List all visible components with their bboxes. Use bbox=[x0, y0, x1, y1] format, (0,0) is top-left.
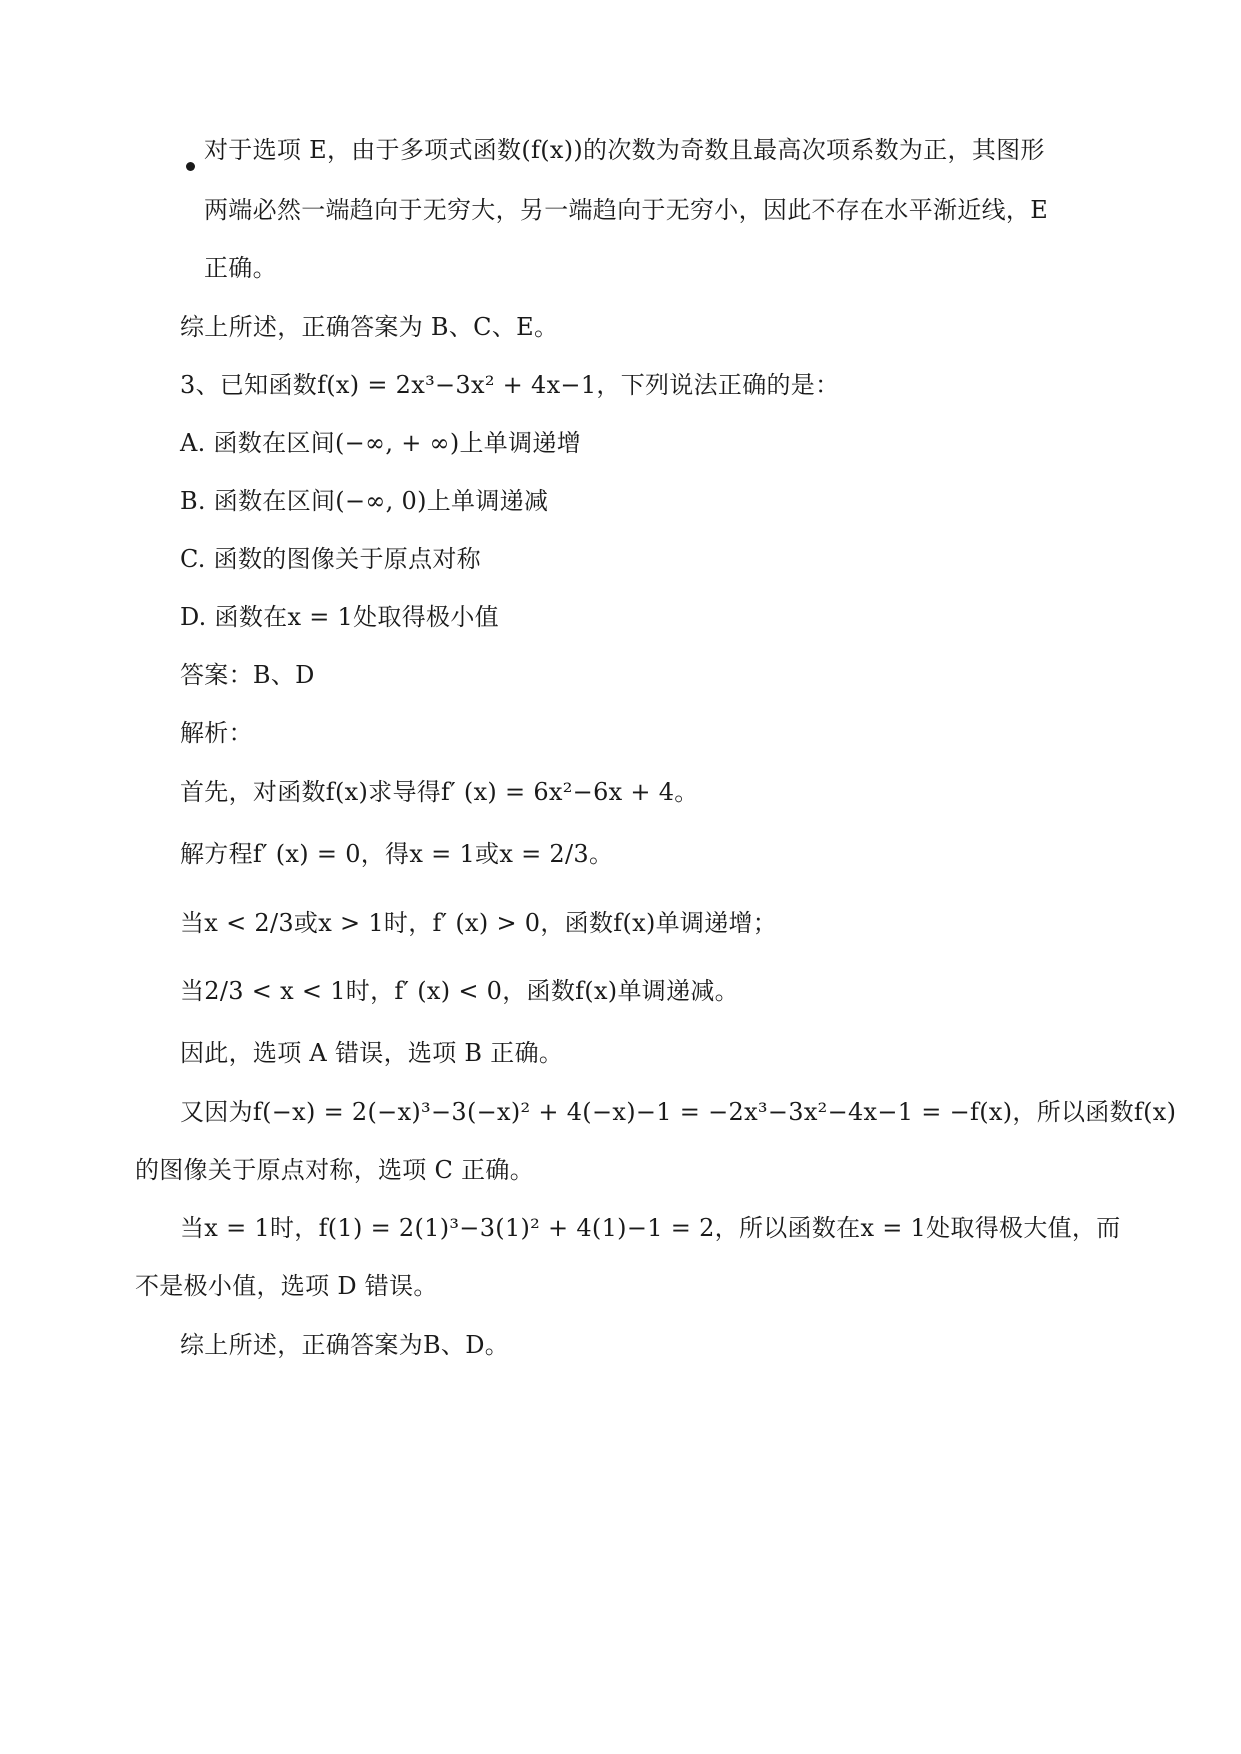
analysis-symmetry-line-1: 又因为f(−x) = 2(−x)³−3(−x)² + 4(−x)−1 = −2x³−3x²−4x−1 = −f(x)，所以函数f(x) bbox=[180, 1098, 1177, 1126]
bullet-text-line-2: 两端必然一端趋向于无穷大，另一端趋向于无穷小，因此不存在水平渐近线，E bbox=[204, 196, 1049, 224]
analysis-conclusion-ab: 因此，选项 A 错误，选项 B 正确。 bbox=[180, 1039, 564, 1067]
option-a: A. 函数在区间(−∞, + ∞)上单调递增 bbox=[180, 429, 582, 457]
bullet-point bbox=[186, 162, 195, 171]
analysis-symmetry-line-2: 的图像关于原点对称，选项 C 正确。 bbox=[135, 1156, 535, 1184]
analysis-decreasing: 当2/3 < x < 1时，f′ (x) < 0，函数f(x)单调递减。 bbox=[180, 977, 739, 1005]
option-b: B. 函数在区间(−∞, 0)上单调递减 bbox=[180, 487, 549, 515]
question-stem: 3、已知函数f(x) = 2x³−3x² + 4x−1，下列说法正确的是： bbox=[180, 371, 840, 399]
option-d: D. 函数在x = 1处取得极小值 bbox=[180, 603, 499, 631]
analysis-derivative: 首先，对函数f(x)求导得f′ (x) = 6x²−6x + 4。 bbox=[180, 778, 699, 806]
analysis-extremum-line-1: 当x = 1时，f(1) = 2(1)³−3(1)² + 4(1)−1 = 2，所以函数在x = 1处取得极大值，而 bbox=[180, 1214, 1121, 1242]
analysis-extremum-line-2: 不是极小值，选项 D 错误。 bbox=[135, 1272, 438, 1300]
final-summary: 综上所述，正确答案为B、D。 bbox=[180, 1331, 510, 1359]
analysis-increasing: 当x < 2/3或x > 1时，f′ (x) > 0，函数f(x)单调递增； bbox=[180, 909, 778, 937]
option-c: C. 函数的图像关于原点对称 bbox=[180, 545, 481, 573]
analysis-roots: 解方程f′ (x) = 0，得x = 1或x = 2/3。 bbox=[180, 840, 614, 868]
bullet-text-line-1: 对于选项 E，由于多项式函数(f(x))的次数为奇数且最高次项系数为正，其图形 bbox=[204, 136, 1045, 164]
bullet-text-line-3: 正确。 bbox=[204, 254, 277, 282]
answer-line: 答案：B、D bbox=[180, 661, 315, 689]
analysis-label: 解析： bbox=[180, 719, 253, 747]
previous-summary: 综上所述，正确答案为 B、C、E。 bbox=[180, 313, 559, 341]
